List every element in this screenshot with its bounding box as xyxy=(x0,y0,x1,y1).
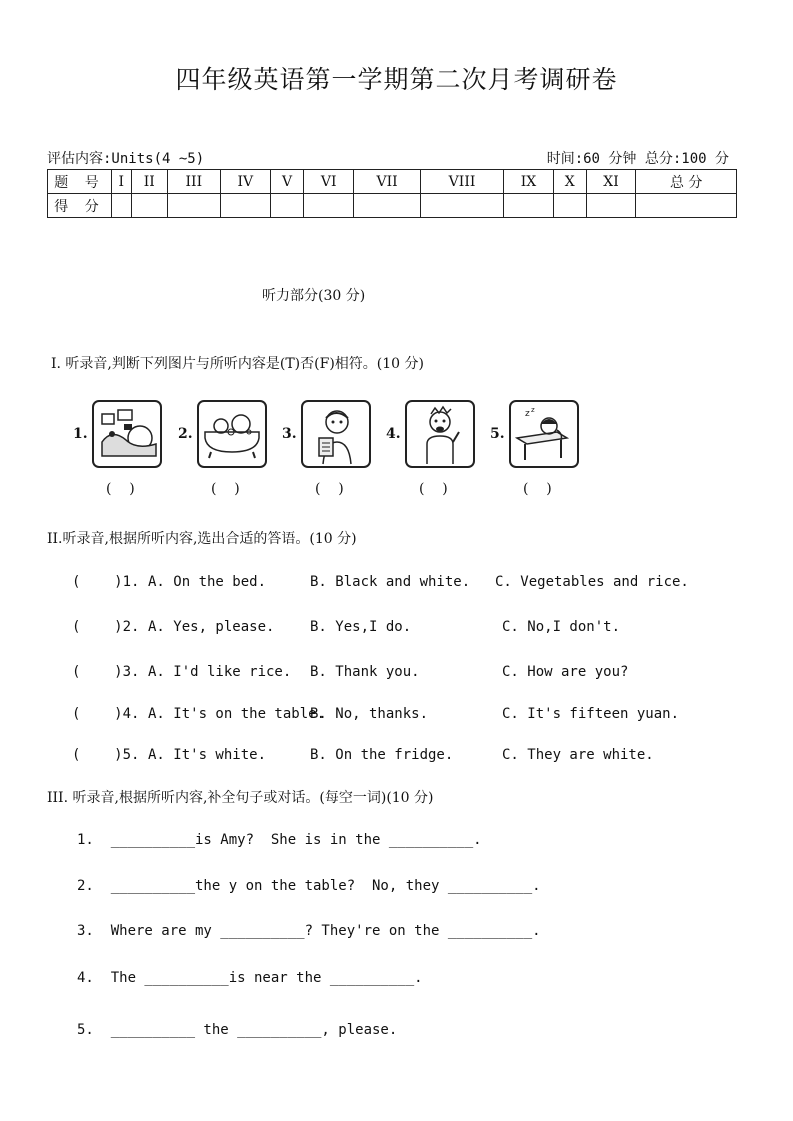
col-head: V xyxy=(270,170,303,194)
score-table-header-row xyxy=(48,170,737,194)
option-b: B. Yes,I do. xyxy=(310,619,412,635)
exam-time-total: 时间:60 分钟 总分:100 分 xyxy=(546,151,729,167)
col-head: I xyxy=(112,170,132,194)
question-number[interactable]: ( )2. xyxy=(72,619,140,635)
picture-number: 1. xyxy=(73,426,88,442)
option-b: B. Thank you. xyxy=(310,664,420,680)
option-a: A. It's white. xyxy=(148,747,267,763)
col-head: VII xyxy=(354,170,421,194)
score-cell[interactable] xyxy=(270,194,303,218)
col-head: III xyxy=(167,170,220,194)
sleeping-at-desk-picture-icon xyxy=(509,400,579,468)
picture-number: 2. xyxy=(178,426,193,442)
score-cell[interactable] xyxy=(504,194,554,218)
fill-blank-sentence-3[interactable]: 3. Where are my __________? They're on the __________. xyxy=(77,923,541,939)
col-head: X xyxy=(553,170,586,194)
question-number[interactable]: ( )5. xyxy=(72,747,140,763)
messy-room-picture-icon xyxy=(92,400,162,468)
score-table xyxy=(47,169,737,218)
answer-blank[interactable]: ( ) xyxy=(419,481,448,497)
score-table-score-row xyxy=(48,194,737,218)
option-b: B. No, thanks. xyxy=(310,706,429,722)
picture-number: 3. xyxy=(282,426,297,442)
exam-title: 四年级英语第一学期第二次月考调研卷 xyxy=(175,65,618,94)
option-a: A. Yes, please. xyxy=(148,619,275,635)
option-c: C. It's fifteen yuan. xyxy=(502,706,680,722)
boy-reading-picture-icon xyxy=(301,400,371,468)
question-number[interactable]: ( )1. xyxy=(72,574,140,590)
fill-blank-sentence-5[interactable]: 5. __________ the __________, please. xyxy=(77,1022,398,1038)
row-head-question-number: 题 号 xyxy=(48,170,112,194)
listening-section-title: 听力部分(30 分) xyxy=(262,288,366,304)
bathtub-picture-icon xyxy=(197,400,267,468)
option-c: C. Vegetables and rice. xyxy=(495,574,689,590)
part1-heading: I. 听录音,判断下列图片与所听内容是(T)否(F)相符。(10 分) xyxy=(51,356,424,372)
svg-text:z: z xyxy=(525,409,530,419)
part2-heading: II.听录音,根据所听内容,选出合适的答语。(10 分) xyxy=(47,531,357,547)
score-cell[interactable] xyxy=(167,194,220,218)
fill-blank-sentence-4[interactable]: 4. The __________is near the __________. xyxy=(77,970,423,986)
score-cell[interactable] xyxy=(131,194,167,218)
question-number[interactable]: ( )4. xyxy=(72,706,140,722)
option-a: A. I'd like rice. xyxy=(148,664,292,680)
col-head: II xyxy=(131,170,167,194)
col-head: VIII xyxy=(420,170,503,194)
score-cell[interactable] xyxy=(636,194,737,218)
score-cell[interactable] xyxy=(586,194,636,218)
option-c: C. How are you? xyxy=(502,664,629,680)
score-cell[interactable] xyxy=(220,194,270,218)
score-cell[interactable] xyxy=(553,194,586,218)
col-head-total: 总 分 xyxy=(636,170,737,194)
answer-blank[interactable]: ( ) xyxy=(211,481,240,497)
option-c: C. They are white. xyxy=(502,747,654,763)
score-cell[interactable] xyxy=(420,194,503,218)
answer-blank[interactable]: ( ) xyxy=(315,481,344,497)
col-head: IX xyxy=(504,170,554,194)
answer-blank[interactable]: ( ) xyxy=(106,481,135,497)
part3-heading: III. 听录音,根据所听内容,补全句子或对话。(每空一词)(10 分) xyxy=(47,790,434,806)
score-cell[interactable] xyxy=(354,194,421,218)
picture-number: 4. xyxy=(386,426,401,442)
col-head: IV xyxy=(220,170,270,194)
fill-blank-sentence-1[interactable]: 1. __________is Amy? She is in the __________. xyxy=(77,832,482,848)
col-head: VI xyxy=(304,170,354,194)
option-c: C. No,I don't. xyxy=(502,619,621,635)
score-cell[interactable] xyxy=(304,194,354,218)
question-number[interactable]: ( )3. xyxy=(72,664,140,680)
option-a: A. On the bed. xyxy=(148,574,267,590)
exam-scope: 评估内容:Units(4 ~5) xyxy=(47,151,205,167)
option-b: B. Black and white. xyxy=(310,574,471,590)
option-b: B. On the fridge. xyxy=(310,747,454,763)
answer-blank[interactable]: ( ) xyxy=(523,481,552,497)
row-head-score: 得 分 xyxy=(48,194,112,218)
col-head: XI xyxy=(586,170,636,194)
picture-number: 5. xyxy=(490,426,505,442)
option-a: A. It's on the table. xyxy=(148,706,326,722)
fill-blank-sentence-2[interactable]: 2. __________the y on the table? No, they __________. xyxy=(77,878,541,894)
boy-eating-picture-icon xyxy=(405,400,475,468)
score-cell[interactable] xyxy=(112,194,132,218)
svg-text:z: z xyxy=(531,406,535,414)
